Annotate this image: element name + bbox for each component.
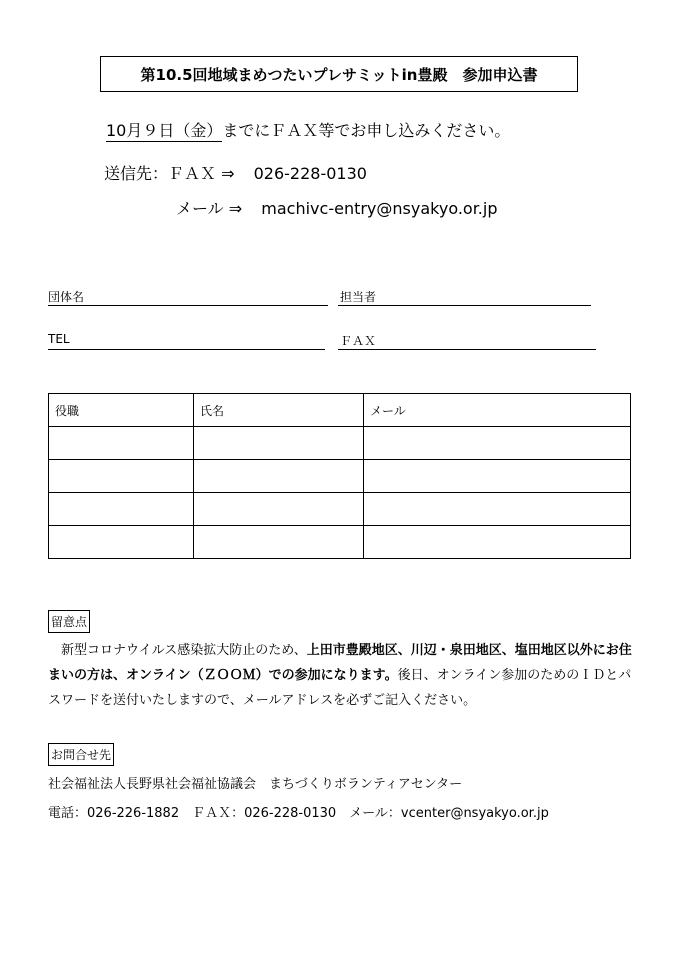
cell-name[interactable]	[194, 460, 364, 493]
cell-email[interactable]	[364, 460, 631, 493]
contact-phone-line: 電話：026-226-1882 ＦＡＸ：026-228-0130 メール：vcenter@nsyakyo.or.jp	[48, 806, 549, 821]
table-row	[49, 526, 631, 559]
send-to-fax-row	[104, 161, 367, 184]
members-table	[48, 393, 631, 559]
cell-email[interactable]	[364, 493, 631, 526]
notes-heading: 留意点	[48, 610, 90, 633]
cell-position[interactable]	[49, 460, 194, 493]
send-to-mail-label: メール ⇒	[176, 199, 243, 218]
cell-email[interactable]	[364, 526, 631, 559]
send-to-label: 送信先：ＦＡＸ ⇒	[104, 164, 235, 183]
notes-body	[48, 638, 634, 713]
deadline-text: までにＦＡＸ等でお申し込みください。	[222, 121, 511, 140]
person-in-charge-label: 担当者	[340, 290, 377, 304]
header-position: 役職	[49, 394, 194, 427]
send-to-mail-address: machivc-entry@nsyakyo.or.jp	[261, 199, 498, 218]
send-to-mail-row	[176, 196, 498, 219]
send-to-fax-number: 026-228-0130	[253, 164, 367, 183]
deadline-date: 10月９日（金）	[106, 121, 223, 140]
tel-field[interactable]	[48, 349, 325, 350]
form-title-text: 第10.5回地域まめつたいプレサミットin豊殿 参加申込書	[140, 65, 538, 84]
cell-position[interactable]	[49, 427, 194, 460]
group-name-field[interactable]	[48, 305, 328, 306]
cell-email[interactable]	[364, 427, 631, 460]
fax-field[interactable]	[338, 349, 596, 350]
tel-label: TEL	[48, 332, 70, 346]
header-name: 氏名	[194, 394, 364, 427]
cell-name[interactable]	[194, 493, 364, 526]
table-row	[49, 427, 631, 460]
person-in-charge-field[interactable]	[338, 305, 591, 306]
notes-rest: 後日、オンライン参加のためのＩＤとパスワードを送付いたしますので、メールアドレスを必ずご記入ください。	[48, 668, 632, 708]
cell-name[interactable]	[194, 526, 364, 559]
cell-position[interactable]	[49, 526, 194, 559]
group-name-label: 団体名	[48, 290, 85, 304]
cell-name[interactable]	[194, 427, 364, 460]
cell-position[interactable]	[49, 493, 194, 526]
table-row	[49, 493, 631, 526]
table-row	[49, 460, 631, 493]
fax-label: ＦＡＸ	[340, 334, 377, 348]
deadline-line	[106, 118, 510, 141]
form-title	[100, 56, 578, 92]
members-table-header	[49, 394, 631, 427]
contact-organization: 社会福祉法人長野県社会福祉協議会 まちづくりボランティアセンター	[48, 777, 463, 792]
contact-heading: お問合せ先	[48, 743, 114, 766]
header-email: メール	[364, 394, 631, 427]
notes-emphasis: 上田市豊殿地区、川辺・泉田地区、塩田地区以外にお住まいの方は、オンライン（ＺＯＯＭ）での参加になります。	[48, 643, 632, 683]
notes-intro: 新型コロナウイルス感染拡大防止のため、	[61, 643, 307, 658]
